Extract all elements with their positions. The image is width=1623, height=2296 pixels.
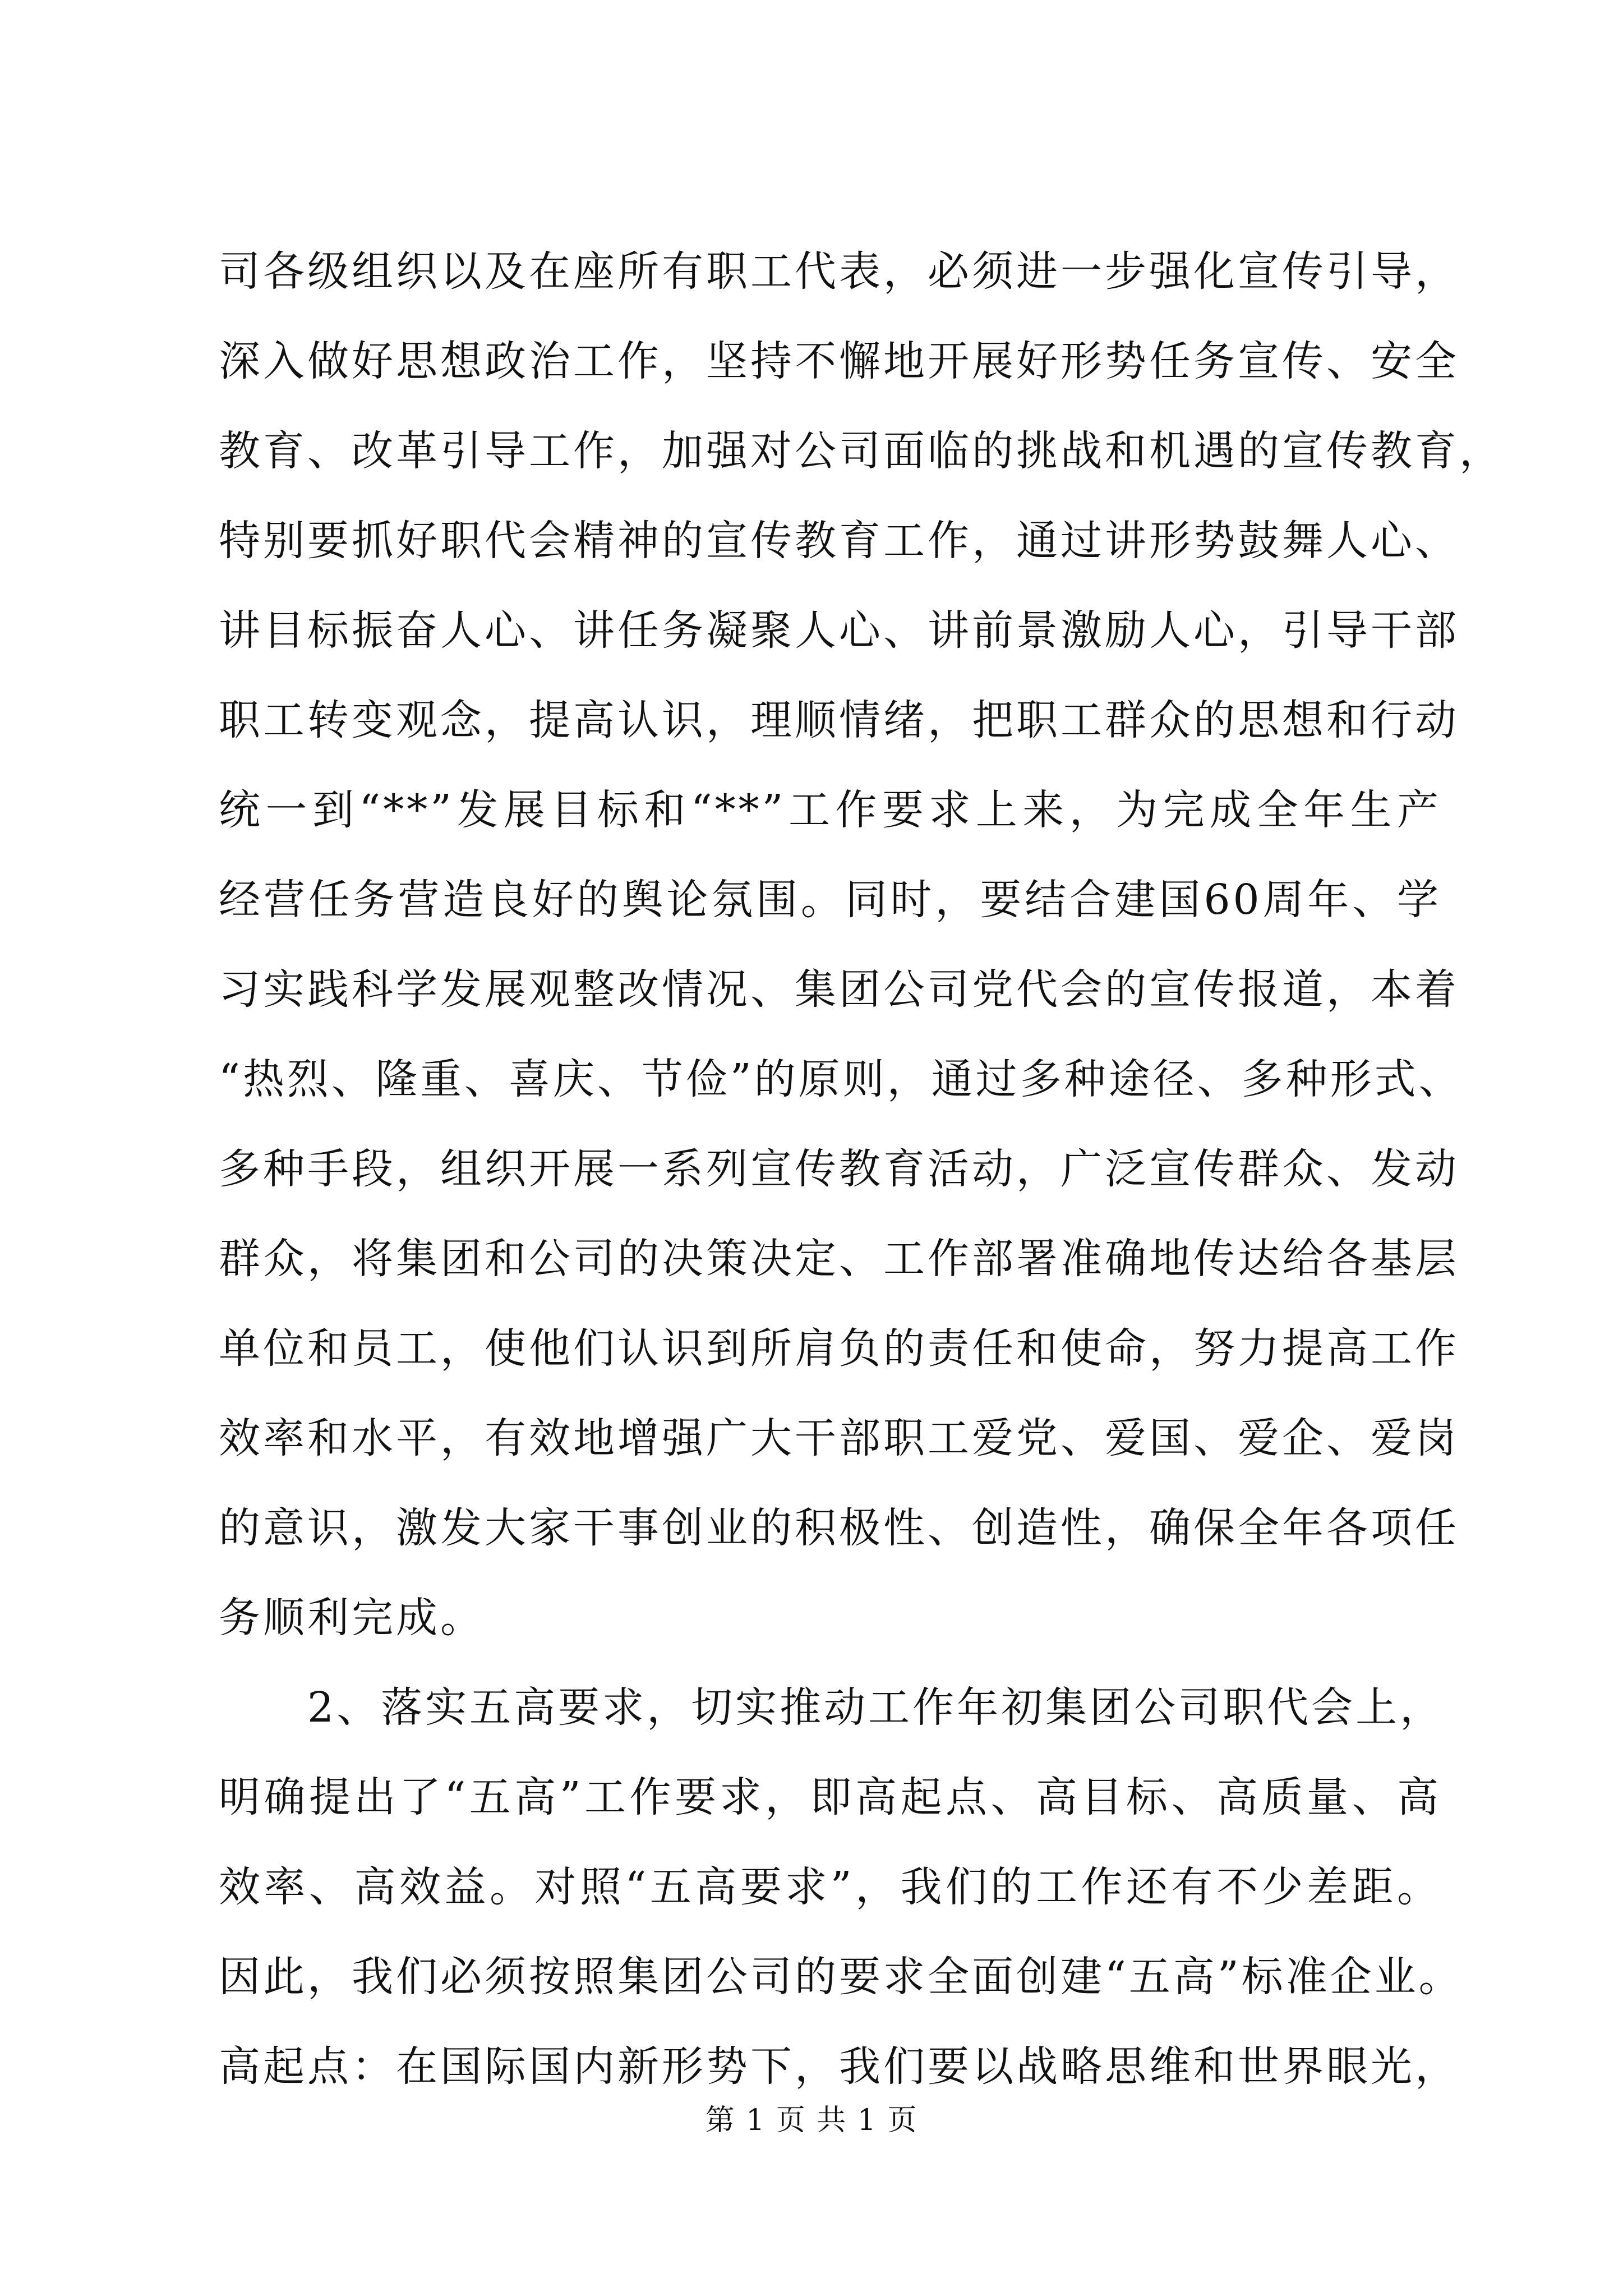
text-line: 多种手段，组织开展一系列宣传教育活动，广泛宣传群众、发动 xyxy=(219,1145,1459,1193)
text-line: 深入做好思想政治工作，坚持不懈地开展好形势任务宣传、安全 xyxy=(219,337,1459,385)
text-line: 经营任务营造良好的舆论氛围。同时，要结合建国60周年、学 xyxy=(219,876,1441,924)
text-line: 2、落实五高要求，切实推动工作年初集团公司职代会上， xyxy=(219,1683,1445,1732)
text-line: 效率和水平，有效地增强广大干部职工爱党、爱国、爱企、爱岗 xyxy=(219,1414,1459,1462)
text-line: 效率、高效益。对照“五高要求”，我们的工作还有不少差距。 xyxy=(219,1863,1441,1911)
text-line: 务顺利完成。 xyxy=(219,1594,485,1642)
text-line: 明确提出了“五高”工作要求，即高起点、高目标、高质量、高 xyxy=(219,1773,1441,1821)
text-line: 群众，将集团和公司的决策决定、工作部署准确地传达给各基层 xyxy=(219,1235,1459,1283)
text-line: 讲目标振奋人心、讲任务凝聚人心、讲前景激励人心，引导干部 xyxy=(219,606,1459,655)
text-line: 高起点：在国际国内新形势下，我们要以战略思维和世界眼光， xyxy=(219,2042,1459,2091)
page-number-footer: 第 1 页 共 1 页 xyxy=(705,2104,918,2137)
text-line: 因此，我们必须按照集团公司的要求全面创建“五高”标准企业。 xyxy=(219,1953,1463,2001)
text-line: 单位和员工，使他们认识到所肩负的责任和使命，努力提高工作 xyxy=(219,1324,1459,1373)
text-line: 司各级组织以及在座所有职工代表，必须进一步强化宣传引导， xyxy=(219,247,1459,296)
text-line: 教育、改革引导工作，加强对公司面临的挑战和机遇的宣传教育， xyxy=(219,427,1504,475)
text-line: 统一到“**”发展目标和“**”工作要求上来，为完成全年生产 xyxy=(219,786,1441,834)
text-line: “热烈、隆重、喜庆、节俭”的原则，通过多种途径、多种形式、 xyxy=(219,1055,1463,1103)
text-line: 习实践科学发展观整改情况、集团公司党代会的宣传报道，本着 xyxy=(219,965,1459,1014)
text-line: 特别要抓好职代会精神的宣传教育工作，通过讲形势鼓舞人心、 xyxy=(219,517,1459,565)
text-line: 职工转变观念，提高认识，理顺情绪，把职工群众的思想和行动 xyxy=(219,696,1459,744)
text-line: 的意识，激发大家干事创业的积极性、创造性，确保全年各项任 xyxy=(219,1504,1459,1552)
